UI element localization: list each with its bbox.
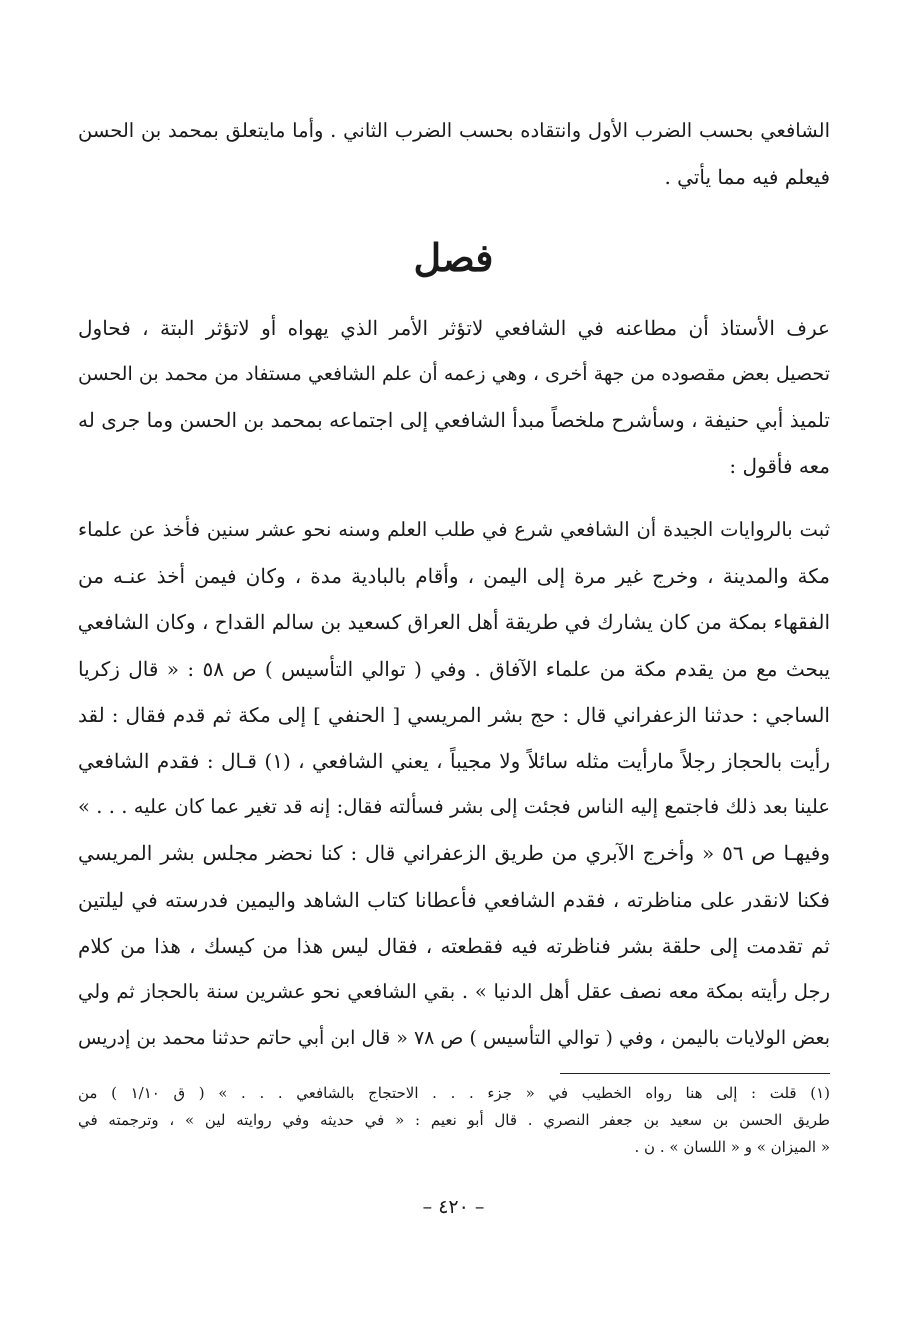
page-number: – ٤٢٠ – bbox=[422, 1196, 485, 1218]
text-line: رجل رأيته بمكة معه نصف عقل أهل الدنيا » . بقي الشافعي نحو عشرين سنة بالحجاز ثم ولي bbox=[78, 979, 830, 1003]
text-line: ثم تقدمت إلى حلقة بشر فناظرته فيه فقطعته ، فقال ليس هذا من كيسك ، هذا من كلام bbox=[78, 933, 830, 958]
text-line: الفقهاء بمكة من كان يشارك في طريقة أهل العراق كسعيد بن سالم القداح ، وكان الشافعي bbox=[78, 610, 830, 635]
text-line: معه فأقول : bbox=[729, 454, 830, 478]
text-line: وفيهـا ص ٥٦ « وأخرج الآبري من طريق الزعفراني قال : كنا نحضر مجلس بشر المريسي bbox=[78, 841, 830, 866]
footnote-separator bbox=[560, 1073, 830, 1074]
text-line: تحصيل بعض مقصوده من جهة أخرى ، وهي زعمه أن علم الشافعي مستفاد من محمد بن الحسن bbox=[78, 363, 830, 385]
text-line: بعض الولايات باليمن ، وفي ( توالي التأسيس ) ص ٧٨ « قال ابن أبي حاتم حدثنا محمد بن إدريس bbox=[78, 1027, 830, 1050]
text-line: فكنا لانقدر على مناظرته ، فقدم الشافعي فأعطانا كتاب الشاهد واليمين فدرسته في ليلتين bbox=[78, 887, 830, 912]
text-line: رأيت بالحجاز رجلاً مارأيت مثله سائلاً ولا مجيباً ، يعني الشافعي ، (١) قـال : فقدم الشافعي bbox=[78, 748, 830, 773]
section-heading: فصل bbox=[413, 235, 494, 280]
text-line: علينا بعد ذلك فاجتمع إليه الناس فجئت إلى بشر فسألته فقال: إنه قد تغير عما كان عليه . . . » bbox=[78, 795, 830, 819]
text-line: فيعلم فيه مما يأتي . bbox=[664, 165, 830, 189]
text-line: الشافعي بحسب الضرب الأول وانتقاده بحسب الضرب الثاني . وأما مايتعلق بمحمد بن الحسن bbox=[78, 119, 830, 142]
text-line: مكة والمدينة ، وخرج غير مرة إلى اليمن ، وأقام بالبادية مدة ، وكان فيمن أخذ عنـه من bbox=[78, 564, 830, 589]
footnote-line: (١) قلت : إلى هنا رواه الخطيب في « جزء . . . الاحتجاج بالشافعي . . . » ( ق ١/١٠ ) من bbox=[78, 1084, 830, 1102]
paragraph-2 bbox=[78, 507, 830, 1061]
footnote-line: طريق الحسن بن سعيد بن جعفر النصري . قال أبو نعيم : « في حديثه وفي روايته لين » ، وترجمته في bbox=[78, 1111, 830, 1129]
text-line: عرف الأستاذ أن مطاعنه في الشافعي لاتؤثر الأمر الذي يهواه أو لاتؤثر البتة ، فحاول bbox=[78, 316, 830, 340]
text-line: يبحث مع من يقدم مكة من علماء الآفاق . وفي ( توالي التأسيس ) ص ٥٨ : « قال زكريا bbox=[78, 656, 830, 681]
paragraph-1 bbox=[78, 305, 830, 489]
intro-paragraph bbox=[78, 108, 830, 200]
text-line: الساجي : حدثنا الزعفراني قال : حج بشر المريسي [ الحنفي ] إلى مكة ثم قدم فقال : لقد bbox=[78, 702, 830, 727]
footnotes bbox=[78, 1080, 830, 1161]
text-line: تلميذ أبي حنيفة ، وسأشرح ملخصاً مبدأ الشافعي إلى اجتماعه بمحمد بن الحسن وما جرى له bbox=[78, 408, 830, 432]
text-line: ثبت بالروايات الجيدة أن الشافعي شرع في طلب العلم وسنه نحو عشر سنين فأخذ عن علماء bbox=[78, 518, 830, 541]
footnote-line: « الميزان » و « اللسان » . ن . bbox=[634, 1138, 830, 1156]
